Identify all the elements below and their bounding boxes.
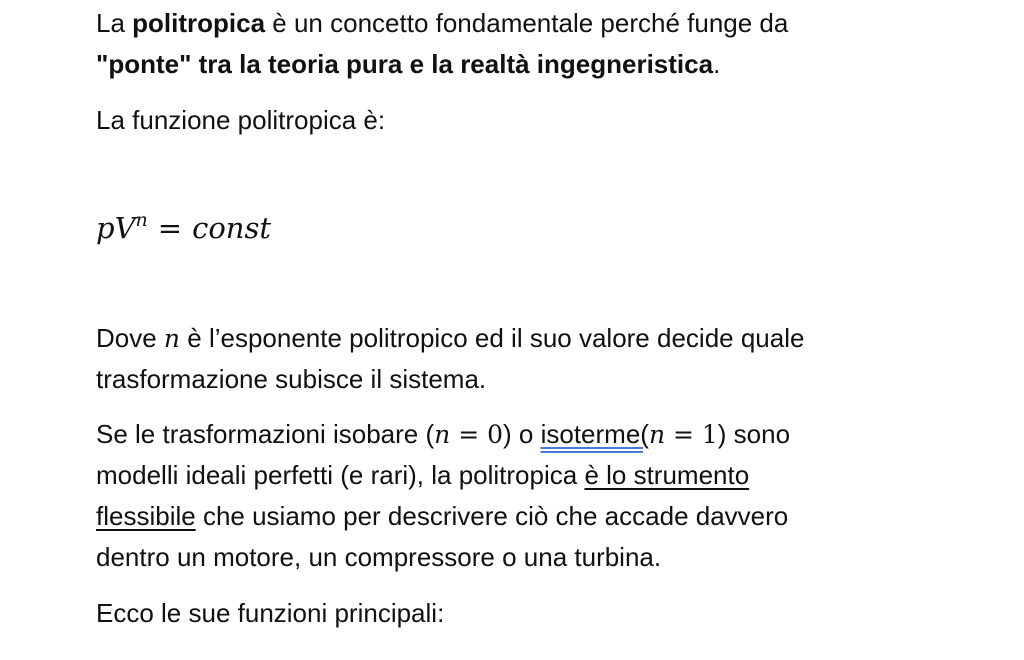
text-run: ) sono [717, 419, 791, 449]
paragraph-transformations-line-2 [96, 455, 790, 496]
formula-exponent: n [135, 209, 148, 231]
formula-lhs: pV [96, 211, 136, 245]
formula-equals: = [157, 211, 183, 245]
polytropic-formula [96, 206, 271, 250]
text-run: La [96, 8, 133, 38]
paragraph-transformations-line-1 [96, 414, 790, 455]
underlined-phrase: è lo strumento [584, 460, 750, 490]
math-value: = 1 [665, 420, 718, 449]
paragraph-transformations [96, 414, 790, 578]
text-run: . [713, 49, 721, 79]
underlined-phrase: flessibile [96, 501, 196, 531]
math-variable-n: n [163, 324, 181, 353]
text-run: modelli ideali perfetti (e rari), la politropica [96, 460, 585, 490]
math-isoterme [649, 420, 718, 449]
text-run: è l’esponente politropico ed il suo valore decide quale [180, 323, 805, 353]
math-variable-n: n [648, 420, 666, 449]
paragraph-intro-line-1 [96, 3, 788, 44]
paragraph-function-label: La funzione politropica è: [96, 105, 386, 135]
text-run: che usiamo per descrivere ciò che accade davvero [195, 501, 789, 531]
paragraph-functions-intro: Ecco le sue funzioni principali: [96, 598, 445, 628]
math-isobare [434, 420, 503, 449]
spellcheck-word-isoterme[interactable]: isoterme( [540, 419, 649, 449]
paragraph-intro [96, 3, 788, 85]
paragraph-exponent-line-2: trasformazione subisce il sistema. [96, 364, 487, 394]
text-run: è un concetto fondamentale perché funge da [265, 8, 789, 38]
bold-phrase-ponte: "ponte" tra la teoria pura e la realtà ingegneristica [96, 49, 714, 79]
paragraph-exponent [96, 318, 804, 400]
paragraph-intro-line-2 [96, 44, 788, 85]
bold-term-politropica: politropica [132, 8, 266, 38]
math-variable-n: n [434, 420, 451, 449]
text-run: Dove [96, 323, 164, 353]
paragraph-transformations-line-4: dentro un motore, un compressore o una turbina. [96, 542, 662, 572]
paragraph-exponent-line-1 [96, 318, 804, 359]
math-value: = 0 [450, 420, 503, 449]
paragraph-transformations-line-3 [96, 496, 790, 537]
formula-rhs: const [192, 211, 271, 245]
text-run: ) o [503, 419, 541, 449]
text-run: Se le trasformazioni isobare ( [96, 419, 435, 449]
